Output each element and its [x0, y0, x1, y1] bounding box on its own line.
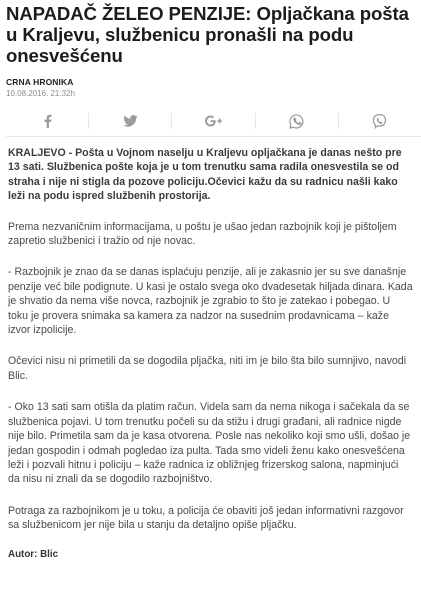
share-twitter-button[interactable] [89, 113, 172, 129]
article-title: NAPADAČ ŽELEO PENZIJE: Opljačkana pošta u Kraljevu, službenicu pronašli na podu onesvešćenu [6, 3, 409, 66]
viber-icon [372, 114, 387, 129]
article-datetime: 10.08.2016. 21:32h [6, 89, 75, 98]
article-category[interactable]: CRNA HRONIKA [6, 77, 74, 87]
article-body [0, 137, 421, 562]
article-paragraph: - Razbojnik je znao da se danas isplaćuju penzije, ali je zakasnio jer su sve današnje penzije već bile podignute. U kasi je ostalo svega oko dvadesetak hiljada dinara. Kada je shvatio da nema više novca, razbojnik je zgrabio to što je zatekao i pobegao. U toku je provera snimaka sa kamera za nadzor na susednim prodavnicama – kaže izvor izpolicije. [8, 266, 413, 337]
share-viber-button[interactable] [339, 113, 421, 129]
twitter-icon [123, 115, 138, 127]
article-lead: KRALJEVO - Pošta u Vojnom naselju u Kraljevu opljačkana je danas nešto pre 13 sati. Službenica pošte koja je u tom trenutku sama radila onesvestila se od straha i nije ni stigla da pozove policiju.Očevici kažu da su radnicu našli kako leži na podu ispred službenih prostorija. [8, 147, 402, 203]
share-whatsapp-button[interactable] [256, 113, 339, 129]
share-bar [6, 113, 421, 137]
google-plus-icon [205, 115, 222, 127]
article-paragraph: Očevici nisu ni primetili da se dogodila pljačka, niti im je bilo šta bilo sumnjivo, navodi Blic. [8, 355, 407, 382]
article-paragraph: Potraga za razbojnikom je u toku, a policija će obaviti još jedan informativni razgovor sa službenicom jer nije bila u stanju da detaljno opiše pljačku. [8, 504, 404, 532]
article-paragraph: - Oko 13 sati sam otišla da platim račun. Videla sam da nema nikoga i sačekala da se službenica pojavi. U tom trenutku počeli su da stižu i drugi građani, ali radnice nigde nije bilo. Primetila sam da je kasa otvorena. Posle nas nekoliko koji smo ušli, došao je jedan gospodin i odmah pogledao iza pulta. Tada smo videli ženu kako onesvešćena leži i pozvali hitnu i policiju – kaže radnica iz obližnjeg frizerskog salona, napminjući da nisu ni znali da se dogodilo razbojništvo. [8, 401, 411, 486]
facebook-icon [43, 114, 52, 128]
article-author: Autor: Blic [8, 548, 59, 560]
article-paragraph: Prema nezvaničnim informacijama, u poštu je ušao jedan razbojnik koji je pištoljem zapretio službenici i tražio od nje novac. [8, 220, 397, 248]
share-facebook-button[interactable] [6, 113, 89, 129]
share-googleplus-button[interactable] [172, 113, 255, 129]
whatsapp-icon [289, 114, 304, 129]
